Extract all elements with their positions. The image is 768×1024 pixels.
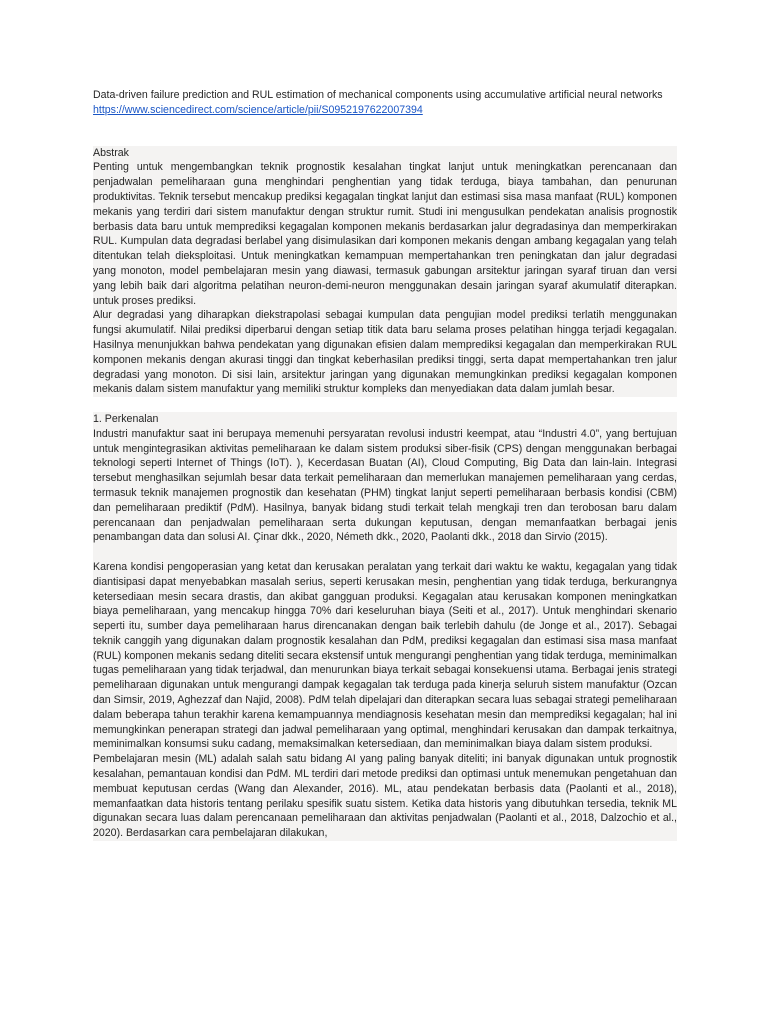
article-link[interactable]: https://www.sciencedirect.com/science/article/pii/S0952197622007394	[93, 103, 423, 116]
introduction-paragraph-1: Industri manufaktur saat ini berupaya memenuhi persyaratan revolusi industri keempat, atau “Industri 4.0”, yang bertujuan untuk mengintegrasikan aktivitas pemeliharaan ke dalam sistem produksi siber-fisik (CPS) dengan menggunakan berbagai teknologi seperti Internet of Things (IoT). ), Kecerdasan Buatan (AI), Cloud Computing, Big Data dan lain-lain. Integrasi tersebut menghasilkan sejumlah besar data terkait pemeliharaan dan memerlukan manajemen pemeliharaan yang cerdas, termasuk teknik manajemen prognostik dan kesehatan (PHM) tingkat lanjut seperti pemeliharaan berbasis kondisi (CBM) dan pemeliharaan prediktif (PdM). Hasilnya, banyak bidang studi terkait telah mengkaji tren dan terobosan baru dalam perencanaan dan penjadwalan pemeliharaan serta dukungan keputusan, dengan memanfaatkan berbagai jenis penambangan data dan solusi AI. Çinar dkk., 2020, Németh dkk., 2020, Paolanti dkk., 2018 dan Sirvio (2015).	[93, 427, 677, 544]
introduction-section	[93, 412, 677, 841]
document-page	[93, 88, 677, 841]
document-title: Data-driven failure prediction and RUL estimation of mechanical components using accumulative artificial neural networks	[93, 89, 663, 101]
abstract-paragraph-1: Penting untuk mengembangkan teknik prognostik kesalahan tingkat lanjut untuk meningkatkan perencanaan dan penjadwalan pemeliharaan guna menghindari penghentian yang tidak terduga, biaya tambahan, dan penurunan produktivitas. Teknik tersebut mencakup prediksi kegagalan tingkat lanjut dan estimasi sisa masa manfaat (RUL) komponen mekanis yang terdiri dari sistem manufaktur dengan struktur rumit. Studi ini mengusulkan pendekatan analisis prognostik berbasis data baru untuk memprediksi kegagalan komponen mekanis berdasarkan jalur degradasinya dan memperkirakan RUL. Kumpulan data degradasi berlabel yang disimulasikan dari komponen mekanis dengan ambang kegagalan yang telah ditentukan telah dieksploitasi. Untuk meningkatkan kemampuan mempertahankan tren peningkatan dan jalur degradasi yang monoton, model pembelajaran mesin yang diawasi, termasuk gabungan arsitektur jaringan syaraf tiruan dan versi yang lebih baik dari algoritma pelatihan neuron-demi-neuron menggunakan desain jaringan syaraf akumulatif diterapkan. untuk proses prediksi.	[93, 161, 677, 307]
introduction-paragraph-3: Pembelajaran mesin (ML) adalah salah satu bidang AI yang paling banyak diteliti; ini banyak digunakan untuk prognostik kesalahan, pemantauan kondisi dan PdM. ML terdiri dari metode prediksi dan optimasi untuk menemukan pengetahuan dan membuat keputusan cerdas (Wang dan Alexander, 2016). ML, atau pendekatan berbasis data (Paolanti et al., 2018), memanfaatkan data historis tentang perilaku spesifik suatu sistem. Ketika data historis yang dibutuhkan tersedia, teknik ML digunakan secara luas dalam perencanaan pemeliharaan dan aktivitas penjadwalan (Paolanti et al., 2018, Dalzochio et al., 2020). Berdasarkan cara pembelajaran dilakukan,	[93, 753, 677, 840]
abstract-section	[93, 146, 677, 398]
introduction-paragraph-2: Karena kondisi pengoperasian yang ketat dan kerusakan peralatan yang terkait dari waktu ke waktu, kegagalan yang tidak diantisipasi dapat menyebabkan masalah serius, seperti kerusakan mesin, penghentian yang tidak terduga, berkurangnya ketersediaan mesin secara drastis, dan akibat gangguan produksi. Kegagalan atau kerusakan komponen meningkatkan biaya pemeliharaan, yang mencakup hingga 70% dari keseluruhan biaya (Seiti et al., 2017). Untuk menghindari skenario seperti itu, sumber daya pemeliharaan harus direncanakan dengan baik terlebih dahulu (de Jonge et al., 2017). Sebagai teknik canggih yang digunakan dalam prognostik kesalahan dan PdM, prediksi kegagalan dan estimasi sisa masa manfaat (RUL) komponen mekanis sedang diteliti secara ekstensif untuk mengurangi penghentian yang tidak terduga, meminimalkan tugas pemeliharaan yang tidak terjadwal, dan menurunkan biaya terkait sebagai konsekuensi utama. Berbagai jenis strategi pemeliharaan digunakan untuk mengurangi dampak kegagalan tak terduga pada kinerja seluruh sistem manufaktur (Ozcan dan Simsir, 2019, Aghezzaf dan Najid, 2008). PdM telah dipelajari dan diterapkan secara luas sebagai strategi pemeliharaan dalam beberapa tahun terakhir karena kemampuannya mendiagnosis kesehatan mesin dan memprediksi kegagalan; hal ini memungkinkan penerapan strategi dan jadwal pemeliharaan yang optimal, menghindari kerusakan dan dampak terkaitnya, meminimalkan konsumsi suku cadang, memaksimalkan ketersediaan, dan meminimalkan biaya dalam sistem produksi.	[93, 560, 677, 751]
spacer	[93, 118, 677, 146]
abstract-heading: Abstrak	[93, 146, 129, 159]
spacer	[93, 397, 677, 412]
spacer	[93, 545, 677, 560]
introduction-heading: 1. Perkenalan	[93, 412, 159, 425]
abstract-paragraph-2: Alur degradasi yang diharapkan diekstrapolasi sebagai kumpulan data pengujian model prediksi terlatih menggunakan fungsi akumulatif. Nilai prediksi diperbarui dengan setiap titik data baru selama proses pelatihan hingga terjadi kegagalan. Hasilnya menunjukkan bahwa pendekatan yang digunakan efisien dalam memprediksi kegagalan dan memperkirakan RUL komponen mekanis dengan akurasi tinggi dan tingkat keberhasilan prediksi tinggi, serta dapat mempertahankan tren jalur degradasi yang monoton. Di sisi lain, arsitektur jaringan yang digunakan memungkinkan prediksi kegagalan komponen mekanis dalam sistem manufaktur yang memiliki struktur kompleks dan menyediakan data dalam jumlah besar.	[93, 309, 677, 396]
